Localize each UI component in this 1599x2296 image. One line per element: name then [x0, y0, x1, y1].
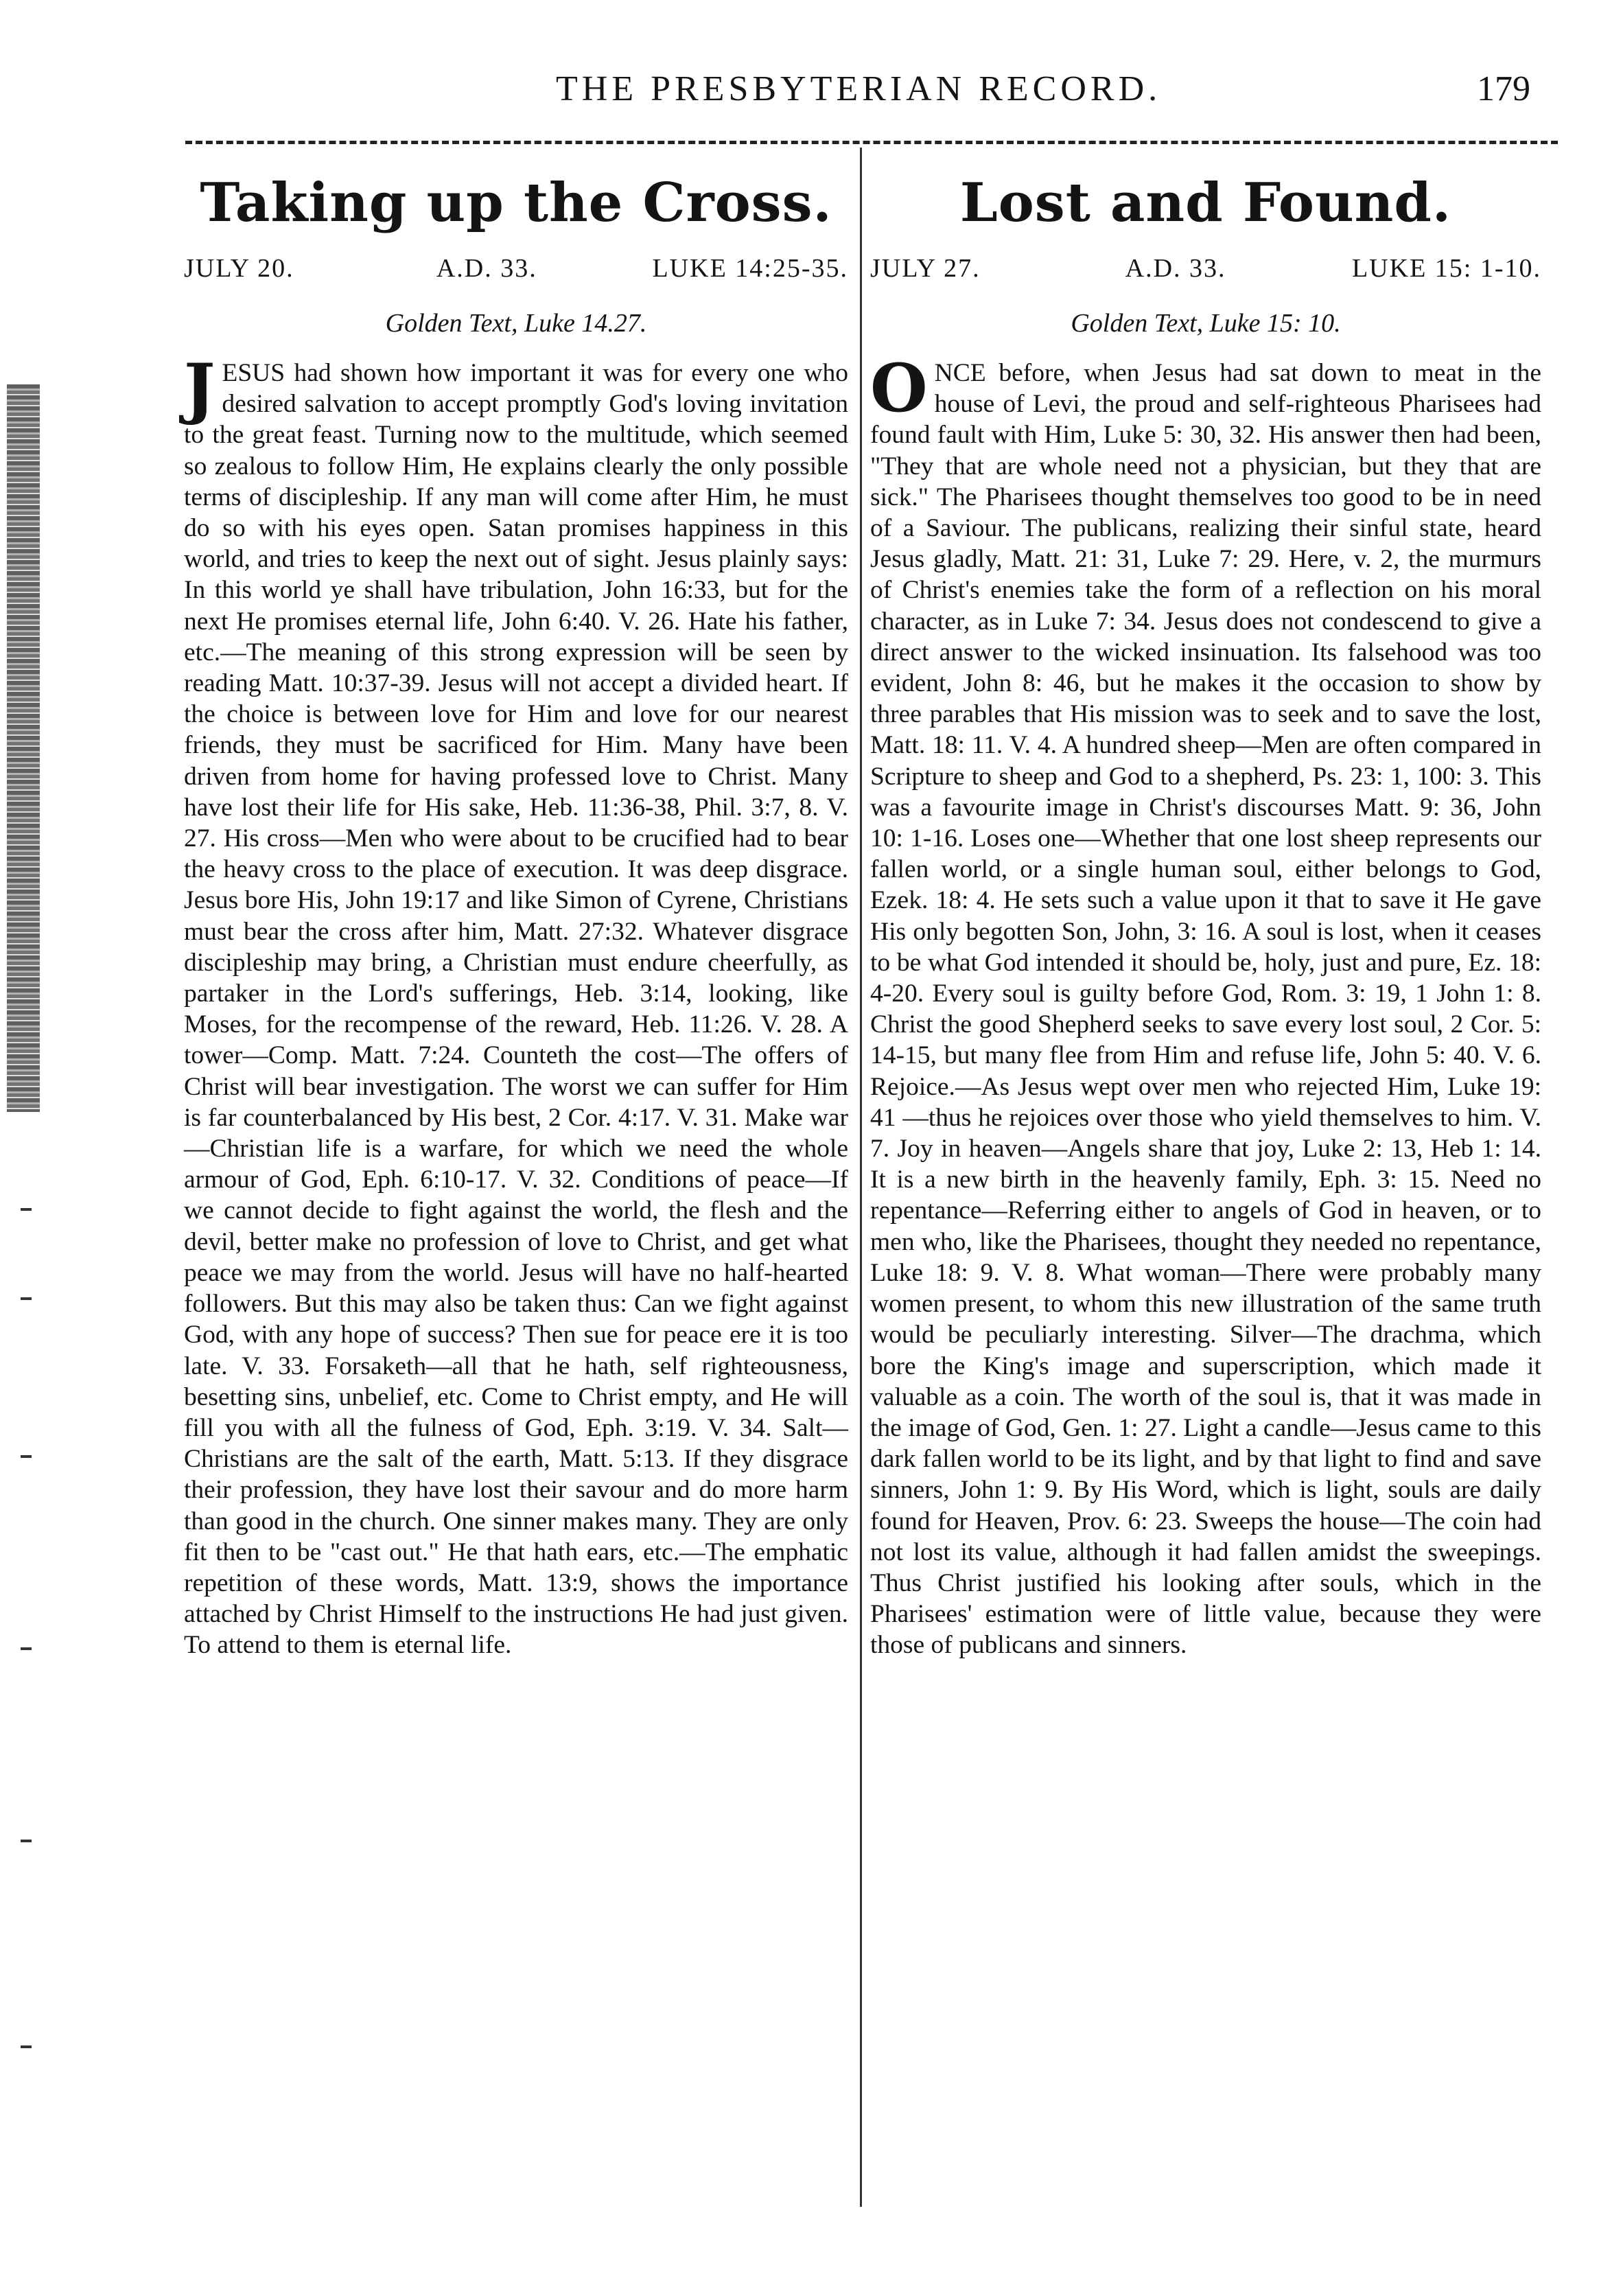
lesson-year: A.D. 33.: [436, 254, 537, 283]
lesson-body-text: ESUS had shown how important it was for every one who desired salvation to accept promptly God's loving invitation to the great feast. Turning now to the multitude, which seemed so zealous to follow Him, He explains clearly the only possible terms of discipleship. If any man will come after Him, he must do so with his eyes open. Satan promises happiness in this world, and tries to keep the next out of sight. Jesus plainly says: In this world ye shall have tribulation, John 16:33, but for the next He promises eternal life, John 6:40. V. 26. Hate his father, etc.—The meaning of this strong expression will be seen by reading Matt. 10:37-39. Jesus will not accept a divided heart. If the choice is between love for Him and love for our nearest friends, they must be sacrificed for Him. Many have been driven from home for having professed love to Christ. Many have lost their life for His sake, Heb. 11:36-38, Phil. 3:7, 8. V. 27. His cross—Men who were about to be crucified had to bear the heavy cross to the place of execution. It was deep disgrace. Jesus bore His, John 19:17 and like Simon of Cyrene, Christians must bear the cross after him, Matt. 27:32. Whatever disgrace discipleship may bring, a Christian must endure cheerfully, as partaker in the Lord's sufferings, Heb. 3:14, looking, like Moses, for the recompense of the reward, Heb. 11:26. V. 28. A tower—Comp. Matt. 7:24. Counteth the cost—The offers of Christ will bear investigation. The worst we can suffer for Him is far counterbalanced by His best, 2 Cor. 4:17. V. 31. Make war—Christian life is a warfare, for which we need the whole armour of God, Eph. 6:10-17. V. 32. Conditions of peace—If we cannot decide to fight against the world, the flesh and the devil, better make no profession of love to Christ, and get what peace we may from the world. Jesus will have no half-hearted followers. But this may also be taken thus: Can we fight against God, with any hope of success? Then sue for peace ere it is too late. V. 33. Forsaketh—all that he hath, self righteousness, besetting sins, unbelief, etc. Come to Christ empty, and He will fill you with all the fulness of God, Eph. 3:19. V. 34. Salt—Christians are the salt of the earth, Matt. 5:13. If they disgrace their profession, they have lost their savour and do more harm than good in the church. One sinner makes many. They are only fit then to be "cast out." He that hath ears, etc.—The emphatic repetition of these words, Matt. 13:9, shows the importance attached by Christ Himself to the instructions He had just given. To attend to them is eternal life.: [184, 359, 848, 1660]
scan-specks: [21, 1167, 48, 2196]
lesson-title: Lost and Found.: [959, 172, 1452, 234]
drop-cap: O: [870, 349, 928, 427]
lesson-column-left: [184, 158, 848, 1661]
lesson-title: Taking up the Cross.: [200, 172, 832, 234]
scripture-reference: LUKE 15: 1-10.: [1351, 254, 1541, 283]
drop-cap: J: [184, 349, 215, 427]
column-divider: [860, 148, 862, 2207]
page-number: 179: [1477, 69, 1530, 108]
running-head: [172, 69, 1558, 130]
lesson-body: [870, 349, 1541, 1661]
lesson-column-right: [870, 158, 1541, 1661]
lesson-body: [184, 349, 848, 1661]
golden-text: Golden Text, Luke 14.27.: [385, 309, 647, 338]
lesson-body-text: NCE before, when Jesus had sat down to meat in the house of Levi, the proud and self-righteous Pharisees had found fault with Him, Luke 5: 30, 32. His answer then had been, "They that are whole need not a physician, but they that are sick." The Pharisees thought themselves too good to be in need of a Saviour. The publicans, realizing their sinful state, heard Jesus gladly, Matt. 21: 31, Luke 7: 29. Here, v. 2, the murmurs of Christ's enemies take the form of a reflection on his moral character, as in Luke 7: 34. Jesus does not condescend to give a direct answer to the wicked insinuation. Its falsehood was too evident, John 8: 46, but he makes it the occasion to show by three parables that His mission was to seek and to save the lost, Matt. 18: 11. V. 4. A hundred sheep—Men are often compared in Scripture to sheep and God to a shepherd, Ps. 23: 1, 100: 3. This was a favourite image in Christ's discourses Matt. 9: 36, John 10: 1-16. Loses one—Whether that one lost sheep represents our fallen world, or a single human soul, either belongs to God, Ezek. 18: 4. He sets such a value upon it that to save it He gave His only begotten Son, John, 3: 16. A soul is lost, when it ceases to be what God intended it should be, holy, just and pure, Ez. 18: 4-20. Every soul is guilty before God, Rom. 3: 19, 1 John 1: 8. Christ the good Shepherd seeks to save every lost soul, 2 Cor. 5: 14-15, but many flee from Him and refuse life, John 5: 40. V. 6. Rejoice.—As Jesus wept over men who rejected Him, Luke 19: 41 —thus he rejoices over those who yield themselves to him. V. 7. Joy in heaven—Angels share that joy, Luke 2: 13, Heb 1: 14. It is a new birth in the heavenly family, Eph. 3: 15. Need no repentance—Referring either to angels of God in heaven, or to men who, like the Pharisees, thought they needed no repentance, Luke 18: 9. V. 8. What woman—There were probably many women present, to whom this new illustration of the same truth would be peculiarly interesting. Silver—The drachma, which bore the King's image and superscription, which made it valuable as a coin. The worth of the soul is, that it was made in the image of God, Gen. 1: 27. Light a candle—Jesus came to this dark fallen world to be its light, and by that light to find and save sinners, John 1: 9. By His Word, which is light, souls are daily found for Heaven, Prov. 6: 23. Sweeps the house—The coin had not lost its value, although it had fallen amidst the sweepings. Thus Christ justified his looking after souls, which in the Pharisees' estimation were of little value, because they were those of publicans and sinners.: [870, 359, 1541, 1660]
lesson-meta: [870, 253, 1541, 294]
golden-text: Golden Text, Luke 15: 10.: [1071, 309, 1341, 338]
header-rule: [185, 141, 1558, 144]
lesson-meta: [184, 253, 848, 294]
lesson-date: JULY 20.: [184, 254, 294, 283]
lesson-date: JULY 27.: [870, 254, 981, 283]
scan-binding-edge: [7, 384, 40, 1112]
publication-title: THE PRESBYTERIAN RECORD.: [556, 69, 1162, 108]
scripture-reference: LUKE 14:25-35.: [652, 254, 848, 283]
lesson-year: A.D. 33.: [1125, 254, 1226, 283]
